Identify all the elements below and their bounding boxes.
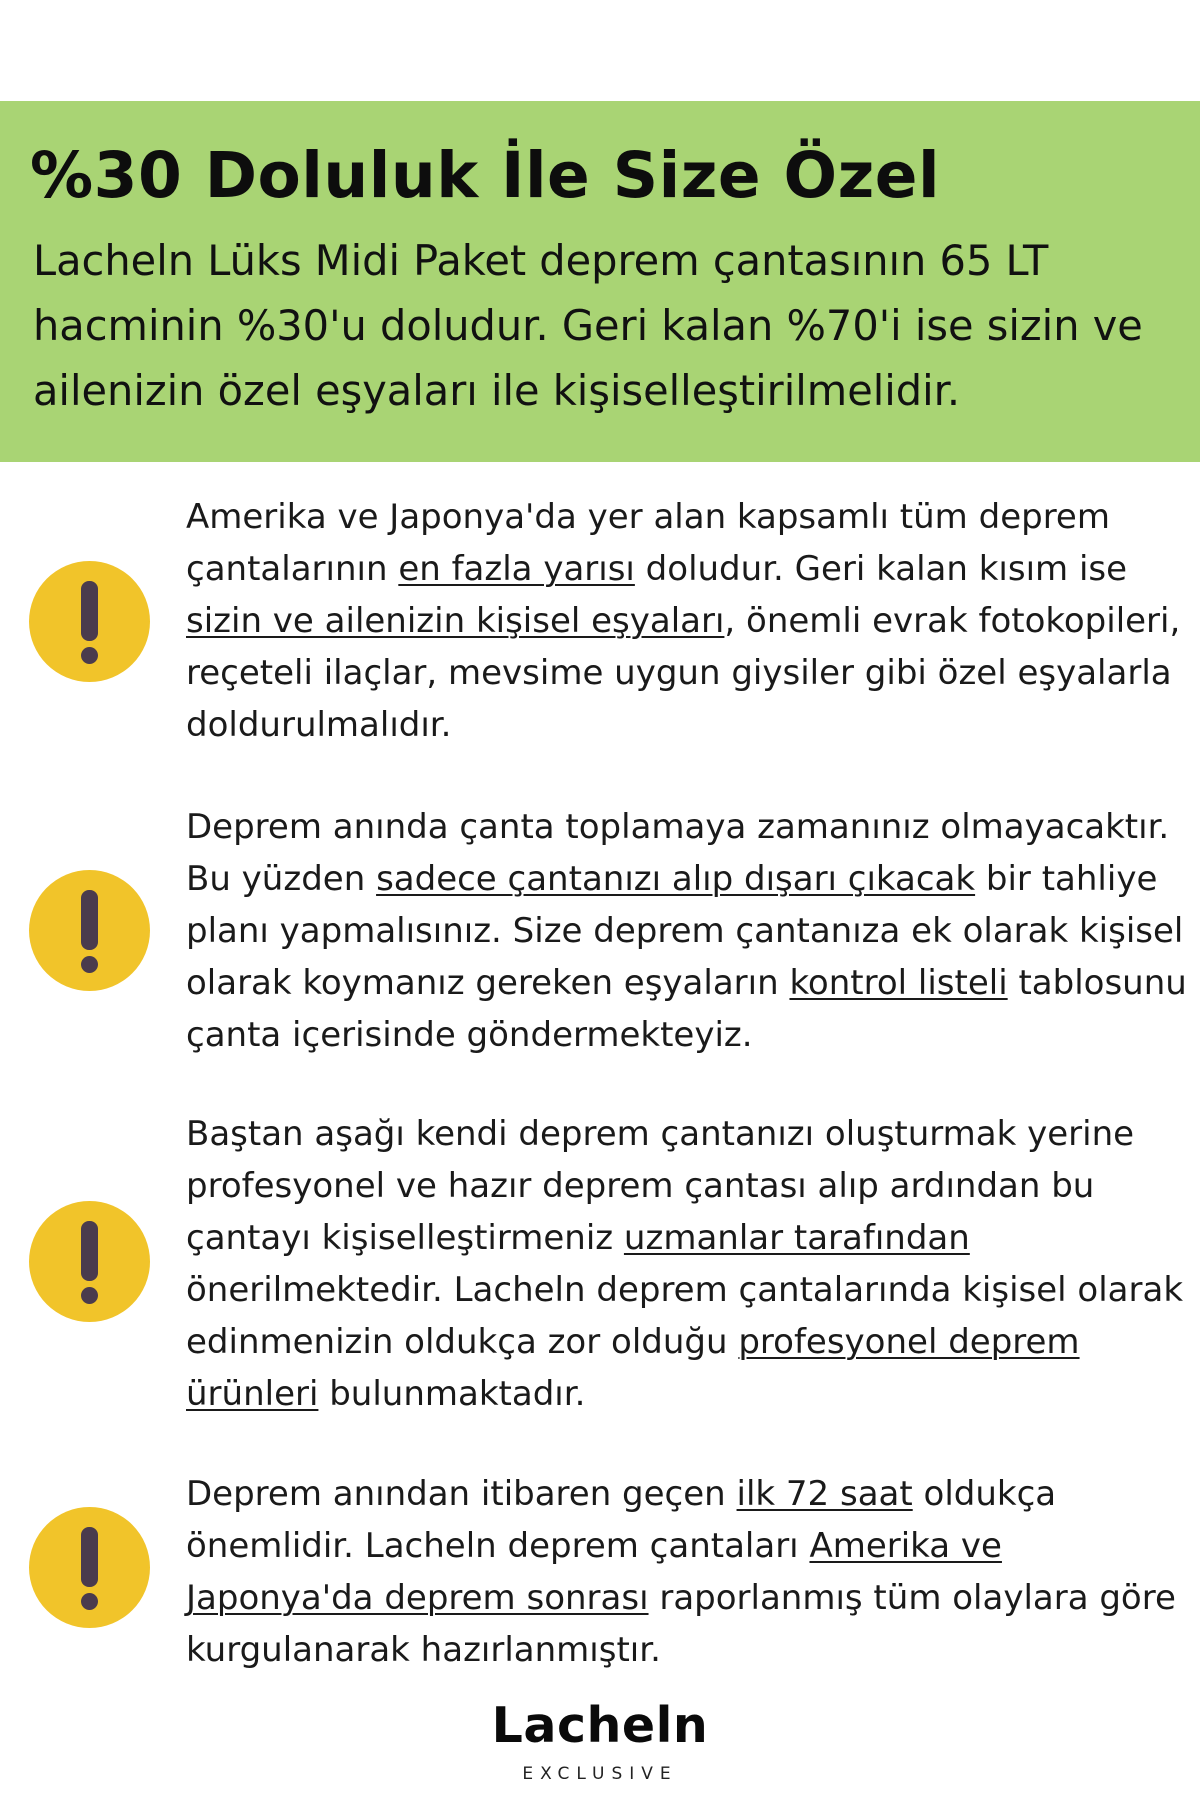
paragraph-text: Deprem anından itibaren geçen — [186, 1474, 737, 1514]
emphasis-text: kontrol listeli — [789, 963, 1008, 1003]
paragraph-text: bir tahliye planı yapmalısınız. Size deprem çantanıza ek olarak kişisel olarak koymanız gereken eşyaların — [186, 859, 1184, 1003]
exclamation-icon — [29, 1507, 150, 1628]
emphasis-text: profesyonel deprem ürünleri — [186, 1322, 1080, 1414]
exclamation-icon — [29, 561, 150, 682]
exclamation-icon — [29, 1201, 150, 1322]
emphasis-text: Amerika ve Japonya'da deprem sonrası — [186, 1526, 1002, 1618]
paragraph-text: Baştan aşağı kendi deprem çantanızı oluşturmak yerine profesyonel ve hazır deprem çantası alıp ardından bu çantayı kişiselleştirmeniz — [186, 1114, 1135, 1258]
emphasis-text: en fazla yarısı — [398, 549, 635, 589]
info-paragraph-1 — [186, 491, 1190, 751]
page-title: %30 Doluluk İle Size Özel — [30, 139, 941, 212]
paragraph-text: Amerika ve Japonya'da yer alan kapsamlı tüm deprem çantalarının — [186, 497, 1110, 589]
header-description: Lacheln Lüks Midi Paket deprem çantasının 65 LT hacminin %30'u doludur. Geri kalan %70'i ise sizin ve ailenizin özel eşyaları ile kişiselleştirilmelidir. — [33, 236, 1143, 415]
paragraph-text: önerilmektedir. Lacheln deprem çantalarında kişisel olarak edinmenizin oldukça zor olduğu — [186, 1270, 1184, 1362]
emphasis-text: uzmanlar tarafından — [623, 1218, 970, 1258]
info-paragraph-3 — [186, 1108, 1190, 1420]
info-paragraph-4 — [186, 1468, 1190, 1676]
info-paragraph-2 — [186, 801, 1190, 1061]
brand-logo: Lacheln — [491, 1697, 709, 1754]
paragraph-text: raporlanmış tüm olaylara göre kurgulanarak hazırlanmıştır. — [186, 1578, 1176, 1670]
paragraph-text: bulunmaktadır. — [318, 1374, 586, 1414]
emphasis-text: sizin ve ailenizin kişisel eşyaları — [186, 601, 725, 641]
brand-tagline: EXCLUSIVE — [522, 1764, 678, 1784]
paragraph-text: doludur. Geri kalan kısım ise — [634, 549, 1128, 589]
emphasis-text: sadece çantanızı alıp dışarı çıkacak — [376, 859, 976, 899]
emphasis-text: ilk 72 saat — [736, 1474, 913, 1514]
paragraph-text: oldukça önemlidir. Lacheln deprem çantaları — [186, 1474, 1057, 1566]
exclamation-icon — [29, 870, 150, 991]
paragraph-text: tablosunu çanta içerisinde göndermekteyiz. — [186, 963, 1187, 1055]
paragraph-text: , önemli evrak fotokopileri, reçeteli ilaçlar, mevsime uygun giysiler gibi özel eşyalarla doldurulmalıdır. — [186, 601, 1181, 745]
paragraph-text: Deprem anında çanta toplamaya zamanınız olmayacaktır. Bu yüzden — [186, 807, 1170, 899]
